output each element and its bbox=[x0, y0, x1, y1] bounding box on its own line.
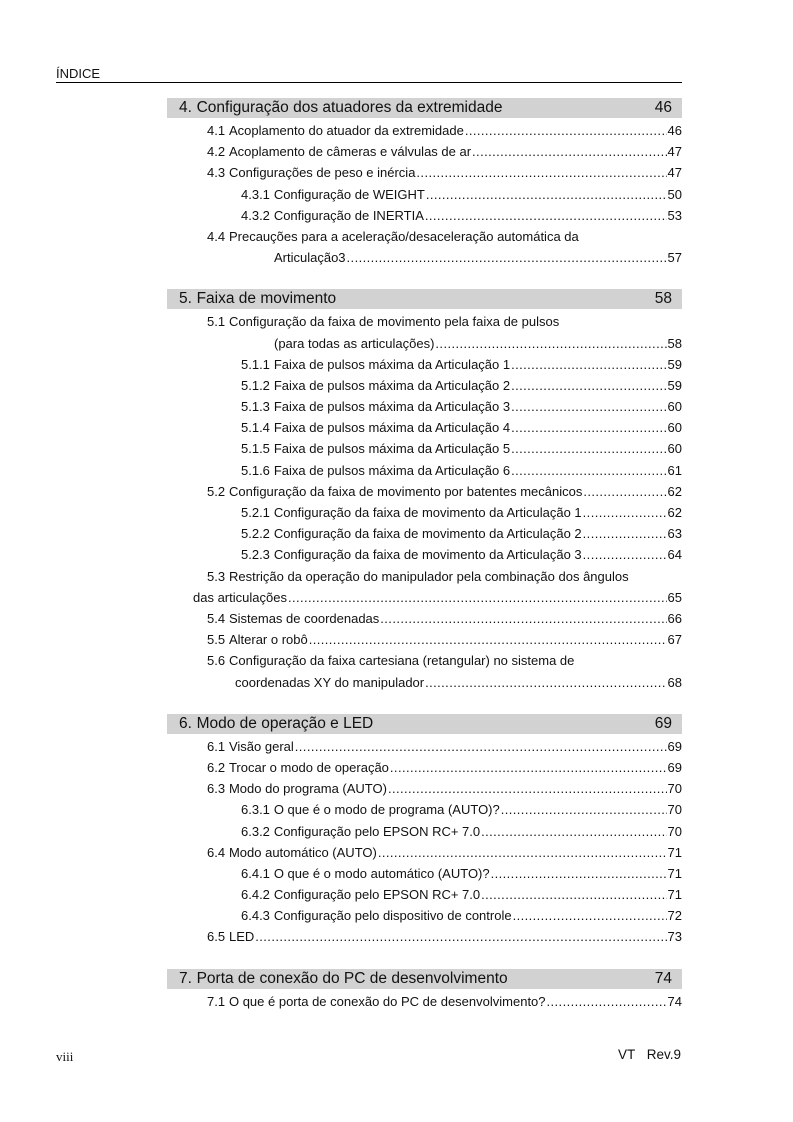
dot-leader bbox=[511, 460, 666, 481]
toc-entry-line bbox=[167, 502, 682, 523]
toc-entry-line bbox=[167, 354, 682, 375]
toc-entry[interactable] bbox=[167, 481, 682, 502]
entry-title: Faixa de pulsos máxima da Articulação 1 bbox=[273, 356, 511, 372]
dot-leader bbox=[425, 205, 667, 226]
entry-title: Configuração pelo EPSON RC+ 7.0 bbox=[273, 887, 481, 903]
toc-entry[interactable] bbox=[167, 396, 682, 417]
entry-title: Visão geral bbox=[228, 738, 294, 754]
entry-page: 74 bbox=[667, 993, 682, 1009]
entry-page: 65 bbox=[667, 589, 682, 605]
footer-page-number: viii bbox=[56, 1049, 74, 1064]
toc-entry-line bbox=[167, 566, 682, 587]
toc-entry[interactable] bbox=[167, 460, 682, 481]
dot-leader bbox=[288, 587, 667, 608]
dot-leader bbox=[347, 247, 667, 268]
entry-title: Faixa de pulsos máxima da Articulação 4 bbox=[273, 420, 511, 436]
toc-entry-line bbox=[167, 141, 682, 162]
entry-number: 5.4 bbox=[207, 610, 226, 626]
toc-entry-line bbox=[167, 863, 682, 884]
chapter-number: 6. bbox=[179, 714, 192, 732]
toc-entry-line bbox=[167, 905, 682, 926]
dot-leader bbox=[583, 523, 667, 544]
entry-title-continuation: coordenadas XY do manipulador bbox=[235, 674, 425, 690]
entry-title: Faixa de pulsos máxima da Articulação 2 bbox=[273, 377, 511, 393]
dot-leader bbox=[388, 778, 667, 799]
dot-leader bbox=[513, 905, 667, 926]
toc-entry[interactable] bbox=[167, 205, 682, 226]
entry-number: 5.2 bbox=[207, 483, 226, 499]
dot-leader bbox=[547, 991, 667, 1012]
dot-leader bbox=[583, 481, 666, 502]
entry-number: 6.4.3 bbox=[241, 908, 270, 924]
toc-entry[interactable] bbox=[167, 226, 682, 268]
toc-entry-continuation bbox=[167, 333, 682, 354]
toc-entry[interactable] bbox=[167, 863, 682, 884]
toc-entry[interactable] bbox=[167, 608, 682, 629]
table-of-contents bbox=[167, 98, 682, 1033]
entry-page: 69 bbox=[667, 738, 682, 754]
toc-entry[interactable] bbox=[167, 736, 682, 757]
entry-title: Modo do programa (AUTO) bbox=[228, 781, 387, 797]
entry-title: Faixa de pulsos máxima da Articulação 5 bbox=[273, 441, 511, 457]
toc-entry-line bbox=[167, 396, 682, 417]
running-header-title: ÍNDICE bbox=[56, 66, 101, 81]
entry-number: 5.1.2 bbox=[241, 377, 270, 393]
dot-leader bbox=[378, 842, 667, 863]
entry-title: Configuração pelo EPSON RC+ 7.0 bbox=[273, 823, 481, 839]
entry-title: Configuração da faixa de movimento da Articulação 3 bbox=[273, 547, 582, 563]
entry-title: Configuração da faixa cartesiana (retangular) no sistema de bbox=[228, 653, 575, 669]
toc-entry[interactable] bbox=[167, 311, 682, 353]
toc-entry-line bbox=[167, 757, 682, 778]
toc-chapter-section bbox=[167, 289, 682, 692]
toc-entry[interactable] bbox=[167, 926, 682, 947]
entry-title: Configuração de INERTIA bbox=[273, 207, 424, 223]
toc-entry-line bbox=[167, 991, 682, 1012]
chapter-title-group bbox=[179, 290, 336, 308]
entry-title: Alterar o robô bbox=[228, 632, 308, 648]
chapter-page: 46 bbox=[654, 99, 672, 116]
dot-leader bbox=[426, 184, 667, 205]
toc-chapter-section bbox=[167, 98, 682, 268]
entry-page: 70 bbox=[667, 823, 682, 839]
entry-number: 5.5 bbox=[207, 632, 226, 648]
toc-entry[interactable] bbox=[167, 141, 682, 162]
entry-page: 68 bbox=[667, 674, 682, 690]
toc-entry-line bbox=[167, 184, 682, 205]
toc-entry-line bbox=[167, 311, 682, 332]
chapter-page: 58 bbox=[654, 290, 672, 308]
dot-leader bbox=[390, 757, 667, 778]
dot-leader bbox=[416, 162, 666, 183]
entry-title: Configurações de peso e inércia bbox=[228, 165, 416, 181]
entry-number: 6.4.2 bbox=[241, 887, 270, 903]
toc-entry[interactable] bbox=[167, 778, 682, 799]
dot-leader bbox=[255, 926, 666, 947]
entry-page: 60 bbox=[667, 441, 682, 457]
entry-title: O que é o modo automático (AUTO)? bbox=[273, 865, 490, 881]
chapter-title: Configuração dos atuadores da extremidade bbox=[196, 99, 503, 116]
toc-entry-line bbox=[167, 226, 682, 247]
toc-entry[interactable] bbox=[167, 502, 682, 523]
toc-entry[interactable] bbox=[167, 184, 682, 205]
entry-number: 5.1.3 bbox=[241, 399, 270, 415]
entry-page: 64 bbox=[667, 547, 682, 563]
entry-page: 62 bbox=[667, 483, 682, 499]
entry-number: 5.1.4 bbox=[241, 420, 270, 436]
dot-leader bbox=[472, 141, 666, 162]
toc-entry[interactable] bbox=[167, 438, 682, 459]
dot-leader bbox=[511, 375, 666, 396]
dot-leader bbox=[511, 438, 666, 459]
dot-leader bbox=[583, 502, 667, 523]
toc-entry[interactable] bbox=[167, 523, 682, 544]
entry-title: Restrição da operação do manipulador pela combinação dos ângulos bbox=[228, 568, 629, 584]
chapter-number: 7. bbox=[179, 969, 192, 987]
footer-doc-id: VT bbox=[617, 1047, 635, 1062]
entry-title: Faixa de pulsos máxima da Articulação 3 bbox=[273, 399, 511, 415]
entry-title-continuation: Articulação3 bbox=[274, 250, 346, 266]
chapter-title: Modo de operação e LED bbox=[196, 714, 374, 732]
entry-page: 47 bbox=[667, 144, 682, 160]
entry-title: Acoplamento do atuador da extremidade bbox=[228, 123, 464, 138]
entry-title-continuation: das articulações bbox=[193, 589, 287, 605]
toc-entry[interactable] bbox=[167, 650, 682, 692]
toc-entry[interactable] bbox=[167, 905, 682, 926]
toc-entry-line bbox=[167, 821, 682, 842]
entry-page: 70 bbox=[667, 802, 682, 818]
toc-entry[interactable] bbox=[167, 821, 682, 842]
toc-entry[interactable] bbox=[167, 629, 682, 650]
toc-entry-line bbox=[167, 460, 682, 481]
entry-number: 6.3.1 bbox=[241, 802, 270, 818]
dot-leader bbox=[481, 821, 666, 842]
entry-page: 57 bbox=[667, 250, 682, 266]
entry-number: 6.3 bbox=[207, 781, 226, 797]
entry-number: 4.3.2 bbox=[241, 207, 270, 223]
entry-title: Faixa de pulsos máxima da Articulação 6 bbox=[273, 462, 511, 478]
dot-leader bbox=[501, 799, 667, 820]
toc-entry-line bbox=[167, 523, 682, 544]
dot-leader bbox=[295, 736, 667, 757]
entry-number: 6.4 bbox=[207, 844, 226, 860]
toc-entry-line bbox=[167, 842, 682, 863]
dot-leader bbox=[481, 884, 666, 905]
toc-entry-line bbox=[167, 608, 682, 629]
toc-entry-line bbox=[167, 417, 682, 438]
entry-page: 70 bbox=[667, 781, 682, 797]
entry-page: 47 bbox=[667, 165, 682, 181]
footer-revision: Rev.9 bbox=[646, 1047, 681, 1062]
footer-doc-info bbox=[618, 1047, 681, 1062]
toc-entry-continuation bbox=[167, 672, 682, 693]
toc-entry[interactable] bbox=[167, 375, 682, 396]
entry-title: LED bbox=[228, 929, 255, 945]
toc-entry[interactable] bbox=[167, 991, 682, 1012]
toc-chapter-section bbox=[167, 969, 682, 1012]
dot-leader bbox=[511, 417, 666, 438]
entry-page: 53 bbox=[667, 207, 682, 223]
dot-leader bbox=[465, 120, 667, 141]
entry-number: 4.2 bbox=[207, 144, 226, 160]
entry-title: Trocar o modo de operação bbox=[228, 759, 389, 775]
entry-title: O que é porta de conexão do PC de desenvolvimento? bbox=[228, 993, 546, 1009]
entry-page: 71 bbox=[667, 865, 682, 881]
chapter-heading[interactable] bbox=[167, 969, 682, 989]
toc-entry[interactable] bbox=[167, 162, 682, 183]
entry-page: 67 bbox=[667, 632, 682, 648]
chapter-heading[interactable] bbox=[167, 714, 682, 734]
entry-number: 6.1 bbox=[207, 738, 226, 754]
entry-number: 5.2.3 bbox=[241, 547, 270, 563]
entry-number: 6.2 bbox=[207, 759, 226, 775]
toc-entry-line bbox=[167, 799, 682, 820]
toc-entry-line bbox=[167, 375, 682, 396]
header-rule bbox=[56, 82, 682, 83]
toc-entry[interactable] bbox=[167, 417, 682, 438]
dot-leader bbox=[435, 333, 666, 354]
chapter-title: Porta de conexão do PC de desenvolvimento bbox=[196, 969, 508, 987]
entry-number: 4.3 bbox=[207, 165, 226, 181]
toc-entry[interactable] bbox=[167, 799, 682, 820]
toc-entry-line bbox=[167, 481, 682, 502]
dot-leader bbox=[491, 863, 667, 884]
toc-entry-line bbox=[167, 438, 682, 459]
entry-page: 59 bbox=[667, 356, 682, 372]
entry-title: Configuração de WEIGHT bbox=[273, 186, 425, 202]
entry-page: 63 bbox=[667, 526, 682, 542]
entry-page: 58 bbox=[667, 335, 682, 351]
entry-number: 5.6 bbox=[207, 653, 226, 669]
toc-entry[interactable] bbox=[167, 544, 682, 565]
entry-number: 5.3 bbox=[207, 568, 226, 584]
chapter-number: 4. bbox=[179, 99, 192, 116]
entry-page: 71 bbox=[667, 887, 682, 903]
entry-title: Sistemas de coordenadas bbox=[228, 610, 380, 626]
chapter-title-group bbox=[179, 99, 502, 117]
dot-leader bbox=[511, 396, 666, 417]
dot-leader bbox=[425, 672, 666, 693]
toc-entry-line bbox=[167, 205, 682, 226]
chapter-title-group bbox=[179, 970, 508, 988]
entry-number: 4.4 bbox=[207, 228, 226, 244]
entry-title: Configuração da faixa de movimento pela faixa de pulsos bbox=[228, 314, 560, 330]
entry-number: 4.1 bbox=[207, 123, 226, 138]
entry-number: 6.4.1 bbox=[241, 865, 270, 881]
entry-number: 5.1.1 bbox=[241, 356, 270, 372]
toc-entry[interactable] bbox=[167, 120, 682, 141]
entry-number: 6.3.2 bbox=[241, 823, 270, 839]
entry-page: 62 bbox=[667, 505, 682, 521]
chapter-title-group bbox=[179, 715, 373, 733]
toc-entry-continuation bbox=[167, 587, 682, 608]
chapter-page: 69 bbox=[654, 714, 672, 732]
toc-entry-line bbox=[167, 884, 682, 905]
entry-title: O que é o modo de programa (AUTO)? bbox=[273, 802, 500, 818]
entry-number: 6.5 bbox=[207, 929, 226, 945]
entry-page: 66 bbox=[667, 610, 682, 626]
entry-number: 5.1.5 bbox=[241, 441, 270, 457]
chapter-title: Faixa de movimento bbox=[196, 290, 337, 308]
entry-number: 4.3.1 bbox=[241, 186, 270, 202]
chapter-heading[interactable] bbox=[167, 98, 682, 118]
entry-page: 69 bbox=[667, 759, 682, 775]
entry-title: Modo automático (AUTO) bbox=[228, 844, 377, 860]
entry-page: 60 bbox=[667, 399, 682, 415]
toc-entry[interactable] bbox=[167, 354, 682, 375]
entry-page: 46 bbox=[667, 123, 682, 138]
toc-entry-line bbox=[167, 926, 682, 947]
entry-page: 71 bbox=[667, 844, 682, 860]
dot-leader bbox=[583, 544, 667, 565]
toc-entry[interactable] bbox=[167, 842, 682, 863]
entry-page: 73 bbox=[667, 929, 682, 945]
entry-title: Configuração da faixa de movimento da Articulação 2 bbox=[273, 526, 582, 542]
chapter-number: 5. bbox=[179, 290, 192, 308]
toc-entry-line bbox=[167, 736, 682, 757]
entry-number: 5.1.6 bbox=[241, 462, 270, 478]
entry-page: 59 bbox=[667, 377, 682, 393]
toc-entry-continuation bbox=[167, 247, 682, 268]
dot-leader bbox=[380, 608, 666, 629]
toc-entry[interactable] bbox=[167, 566, 682, 608]
entry-number: 5.2.1 bbox=[241, 505, 270, 521]
entry-number: 7.1 bbox=[207, 993, 226, 1009]
toc-entry-line bbox=[167, 120, 682, 141]
toc-chapter-section bbox=[167, 714, 682, 948]
dot-leader bbox=[511, 354, 666, 375]
chapter-page: 74 bbox=[654, 969, 672, 987]
entry-page: 61 bbox=[667, 462, 682, 478]
dot-leader bbox=[309, 629, 667, 650]
toc-entry[interactable] bbox=[167, 884, 682, 905]
entry-page: 60 bbox=[667, 420, 682, 436]
entry-page: 50 bbox=[667, 186, 682, 202]
toc-entry-line bbox=[167, 162, 682, 183]
toc-entry[interactable] bbox=[167, 757, 682, 778]
chapter-heading[interactable] bbox=[167, 289, 682, 309]
entry-page: 72 bbox=[667, 908, 682, 924]
entry-title-continuation: (para todas as articulações) bbox=[274, 335, 435, 351]
entry-number: 5.2.2 bbox=[241, 526, 270, 542]
entry-title: Configuração pelo dispositivo de controle bbox=[273, 908, 512, 924]
toc-entry-line bbox=[167, 778, 682, 799]
entry-title: Precauções para a aceleração/desaceleração automática da bbox=[228, 228, 579, 244]
entry-number: 5.1 bbox=[207, 314, 226, 330]
toc-entry-line bbox=[167, 629, 682, 650]
entry-title: Acoplamento de câmeras e válvulas de ar bbox=[228, 144, 472, 160]
entry-title: Configuração da faixa de movimento por batentes mecânicos bbox=[228, 483, 583, 499]
toc-entry-line bbox=[167, 544, 682, 565]
entry-title: Configuração da faixa de movimento da Articulação 1 bbox=[273, 505, 582, 521]
toc-entry-line bbox=[167, 650, 682, 671]
